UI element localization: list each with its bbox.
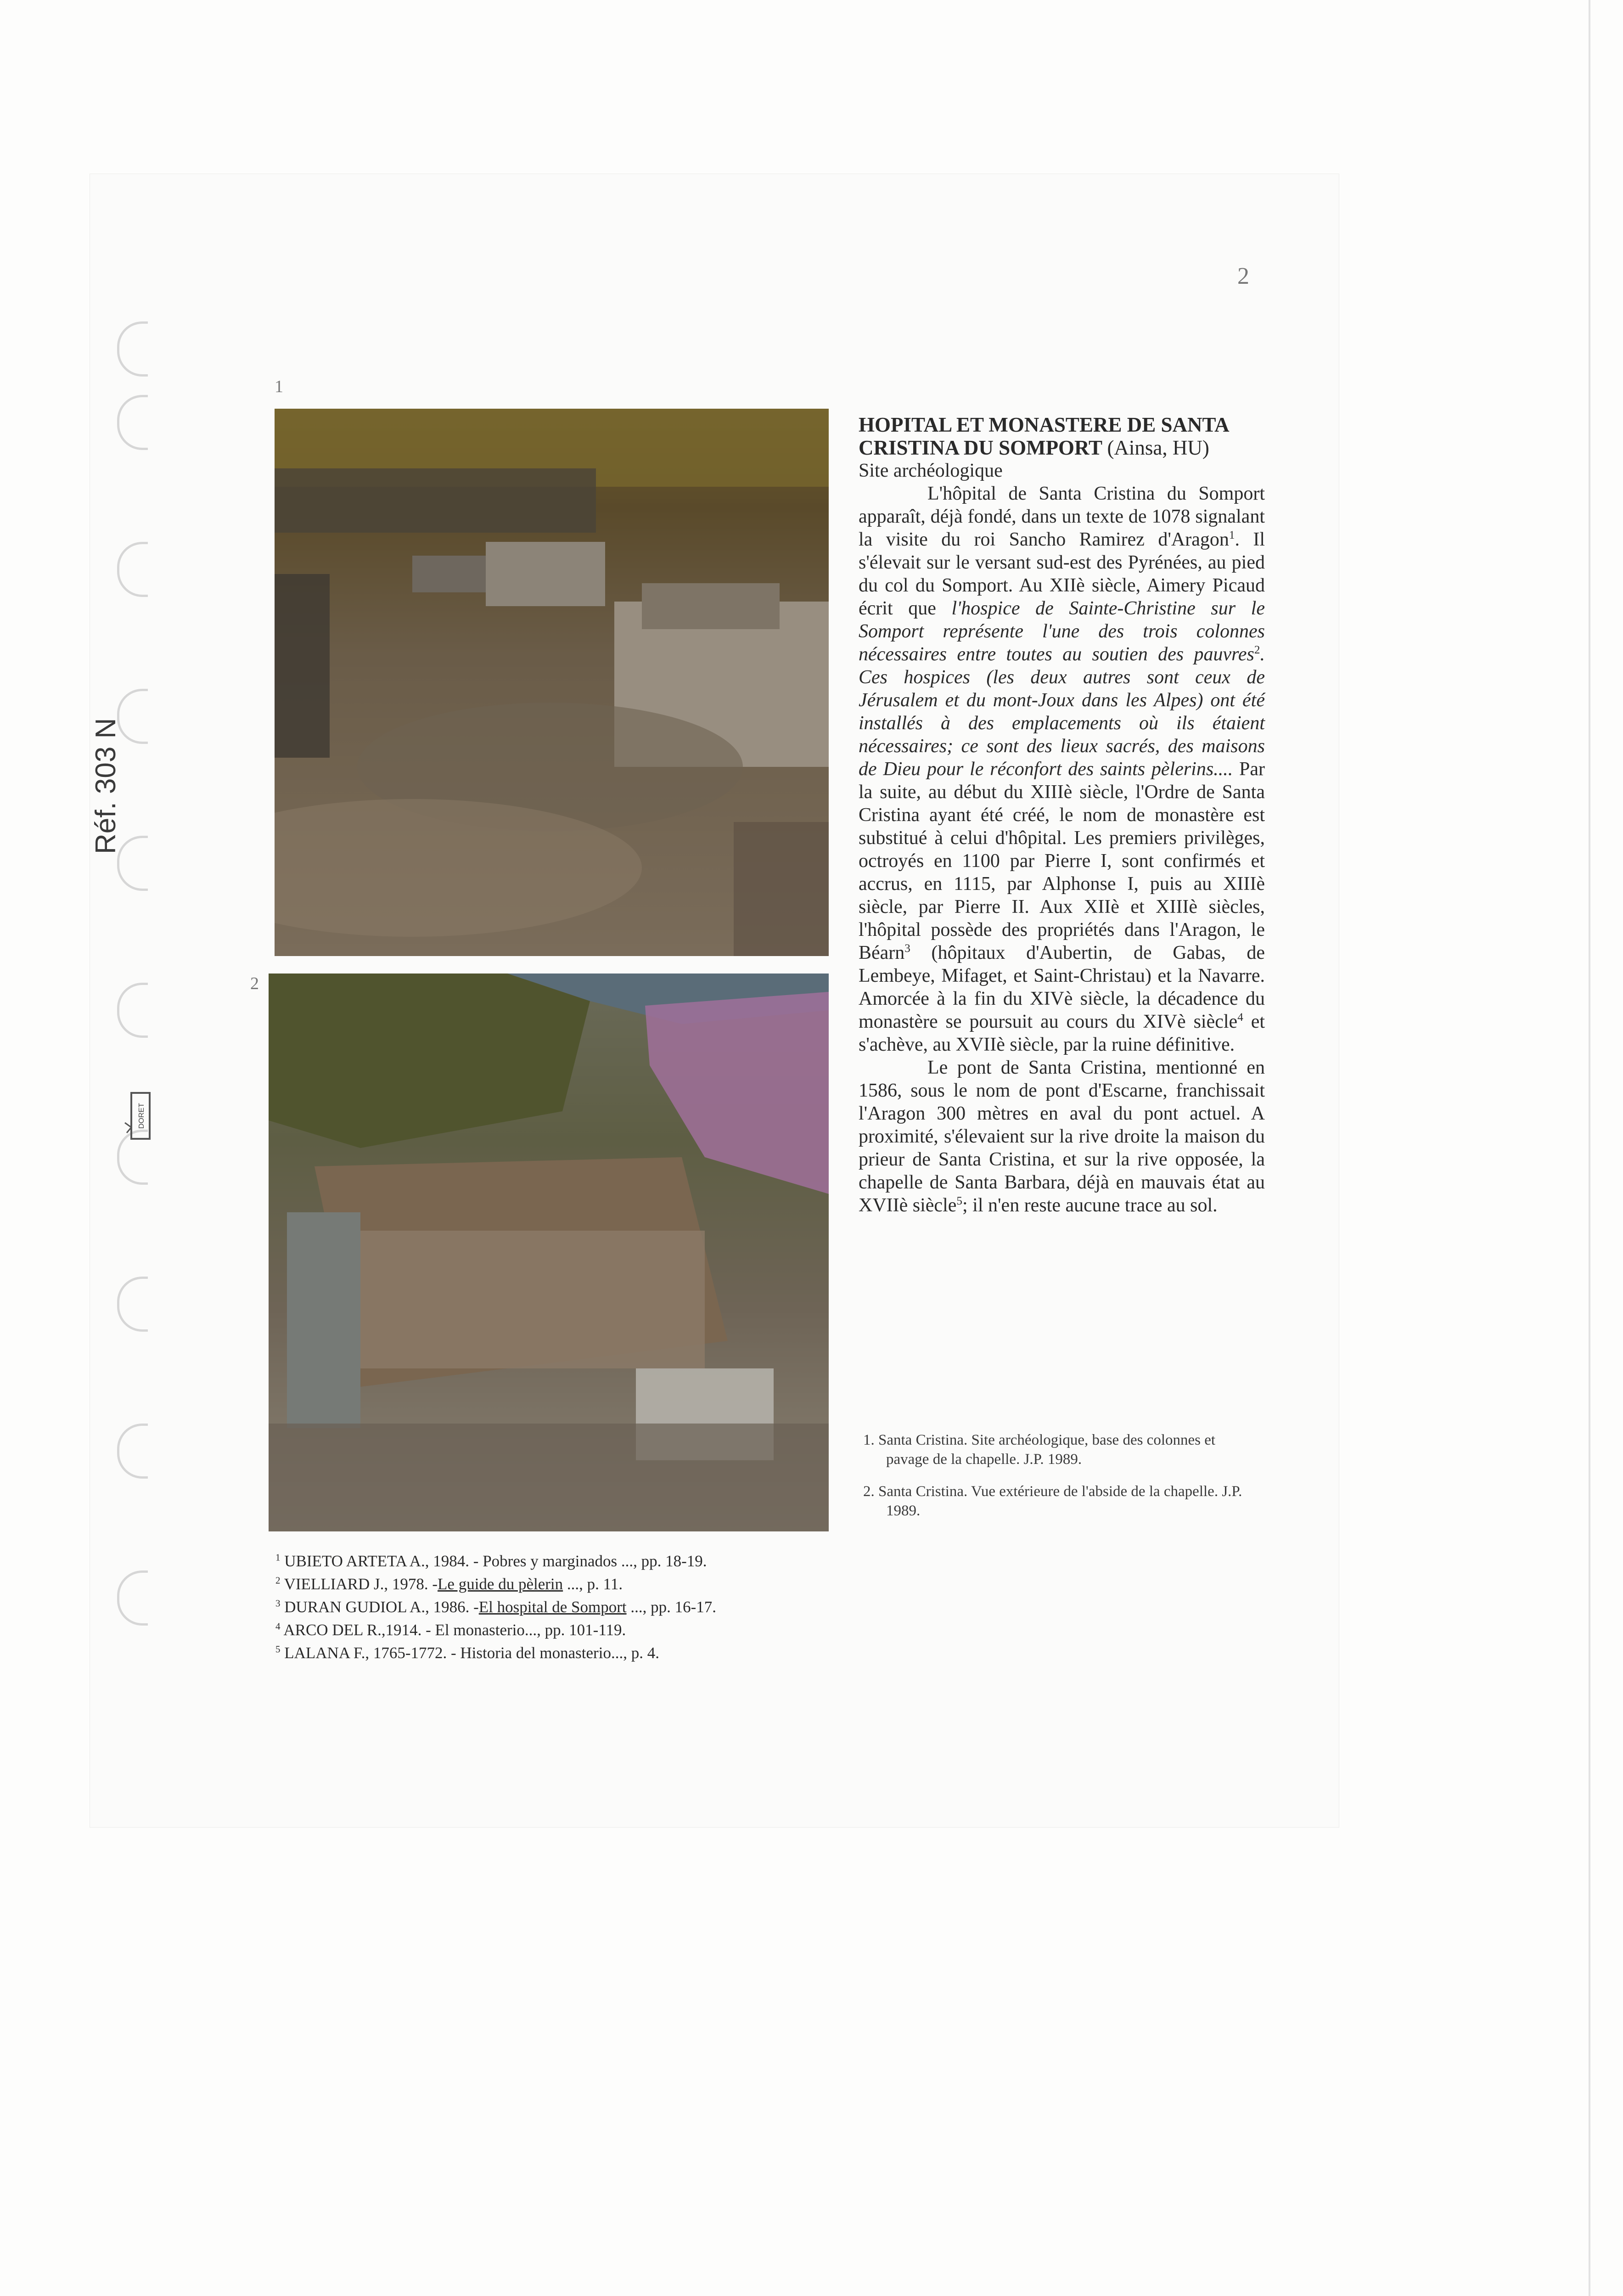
sleeve-edge-line xyxy=(1589,0,1590,2296)
article xyxy=(859,413,1265,1217)
text-run: L'hôpital de Santa Cristina du Somport apparaît, déjà fondé, dans un texte de 1078 signalant la visite du roi Sancho Ramirez d'Aragon xyxy=(859,483,1265,550)
photo-santa-cristina-columns xyxy=(275,409,829,956)
quote-run: l'hospice de Sainte-Christine sur le Somport représente l'une des trois colonnes nécessaires entre toutes au soutien des pauvres xyxy=(859,598,1265,665)
footnote-title: El hospital de Somport xyxy=(478,1598,627,1616)
footnote-number: 1 xyxy=(275,1552,281,1563)
photo-captions xyxy=(863,1430,1258,1533)
footnote-text: DURAN GUDIOL A., 1986. - xyxy=(284,1598,479,1616)
page-number: 2 xyxy=(1237,263,1249,289)
footnote-text: UBIETO ARTETA A., 1984. - Pobres y marginados ..., pp. 18-19. xyxy=(284,1552,707,1570)
footnote-number: 3 xyxy=(275,1598,281,1609)
caption-1: 1. Santa Cristina. Site archéologique, base des colonnes et pavage de la chapelle. J.P. 1989. xyxy=(863,1432,1216,1468)
footnote-text: ARCO DEL R.,1914. - El monasterio..., pp. 101-119. xyxy=(283,1621,626,1639)
text-run: . Il s'élevait sur le versant sud-est des Pyrénées, au pied du col du Somport. Au XIIè siècle, Aimery Picaud écrit que xyxy=(859,529,1265,619)
footnote-text: ..., pp. 16-17. xyxy=(626,1598,716,1616)
footnote-ref: 5 xyxy=(956,1195,962,1207)
footnote-1 xyxy=(275,1550,826,1573)
footnote-text: VIELLIARD J., 1978. - xyxy=(284,1575,438,1593)
footnote-ref: 3 xyxy=(904,942,910,955)
text-run: et s'achève, au XVIIè siècle, par la ruine définitive. xyxy=(859,1011,1265,1055)
article-subtitle: Site archéologique xyxy=(859,460,1003,481)
text-run: Par la suite, au début du XIIIè siècle, l'Ordre de Santa Cristina ayant été créé, le nom de monastère est substitué à celui d'hôpital. Les premiers privilèges, octroyés en 1100 par Pierre I, sont confirmés et accrus, en 1115, par Alphonse I, puis au XIIIè siècle, par Pierre II. Aux XIIè et XIIIè siècles, l'hôpital possède des propriétés dans l'Aragon, le Béarn xyxy=(859,759,1265,963)
text-run: Le pont de Santa Cristina, mentionné en 1586, sous le nom de pont d'Escarne, franchissait l'Aragon 300 mètres en aval du pont actuel. A proximité, s'élevaient sur la rive droite la maison du prieur de Santa Cristina, et sur la rive opposée, la chapelle de Santa Barbara, déjà en mauvais état au XVIIè siècle xyxy=(859,1057,1265,1216)
footnote-ref: 1 xyxy=(1229,529,1235,541)
footnote-2 xyxy=(275,1573,826,1596)
article-title xyxy=(859,413,1265,459)
footnote-number: 2 xyxy=(275,1575,281,1586)
photo-santa-cristina-apse xyxy=(269,974,829,1531)
footnote-ref: 2 xyxy=(1254,644,1260,656)
footnote-4 xyxy=(275,1619,826,1642)
footnote-number: 4 xyxy=(275,1621,281,1632)
article-paragraph-1 xyxy=(859,482,1265,1056)
quote-run: . Ces hospices (les deux autres sont ceux de Jérusalem et du mont-Joux dans les Alpes) ont été installés à des emplacements où ils étaient nécessaires; ce sont des lieux sacrés, des maisons de Dieu pour le réconfort des saints pèlerins.... xyxy=(859,644,1265,780)
article-title-location: (Ainsa, HU) xyxy=(1107,436,1209,459)
caption-2: 2. Santa Cristina. Vue extérieure de l'abside de la chapelle. J.P. 1989. xyxy=(863,1483,1242,1519)
footnote-number: 5 xyxy=(275,1643,281,1655)
footnote-text: LALANA F., 1765-1772. - Historia del monasterio..., p. 4. xyxy=(284,1644,659,1662)
text-run: ; il n'en reste aucune trace au sol. xyxy=(962,1195,1218,1216)
footnote-3 xyxy=(275,1596,826,1619)
footnotes xyxy=(275,1550,826,1665)
stamp-text: DORET xyxy=(138,1103,146,1129)
article-paragraph-2 xyxy=(859,1056,1265,1217)
doret-stamp xyxy=(123,1091,155,1141)
figure-label-1: 1 xyxy=(275,377,283,396)
side-reference: Réf. 303 N xyxy=(90,718,122,854)
figure-label-2: 2 xyxy=(250,974,259,993)
footnote-title: Le guide du pèlerin xyxy=(438,1575,563,1593)
article-title-bold: HOPITAL ET MONASTERE DE SANTA CRISTINA DU SOMPORT xyxy=(859,413,1229,459)
text-run: (hôpitaux d'Aubertin, de Gabas, de Lembeye, Mifaget, et Saint-Christau) et la Navarre. Amorcée à la fin du XIVè siècle, la décadence du monastère se poursuit au cours du XIVè siècle xyxy=(859,942,1265,1032)
footnote-ref: 4 xyxy=(1237,1011,1243,1024)
footnote-text: ..., p. 11. xyxy=(563,1575,623,1593)
footnote-5 xyxy=(275,1642,826,1665)
